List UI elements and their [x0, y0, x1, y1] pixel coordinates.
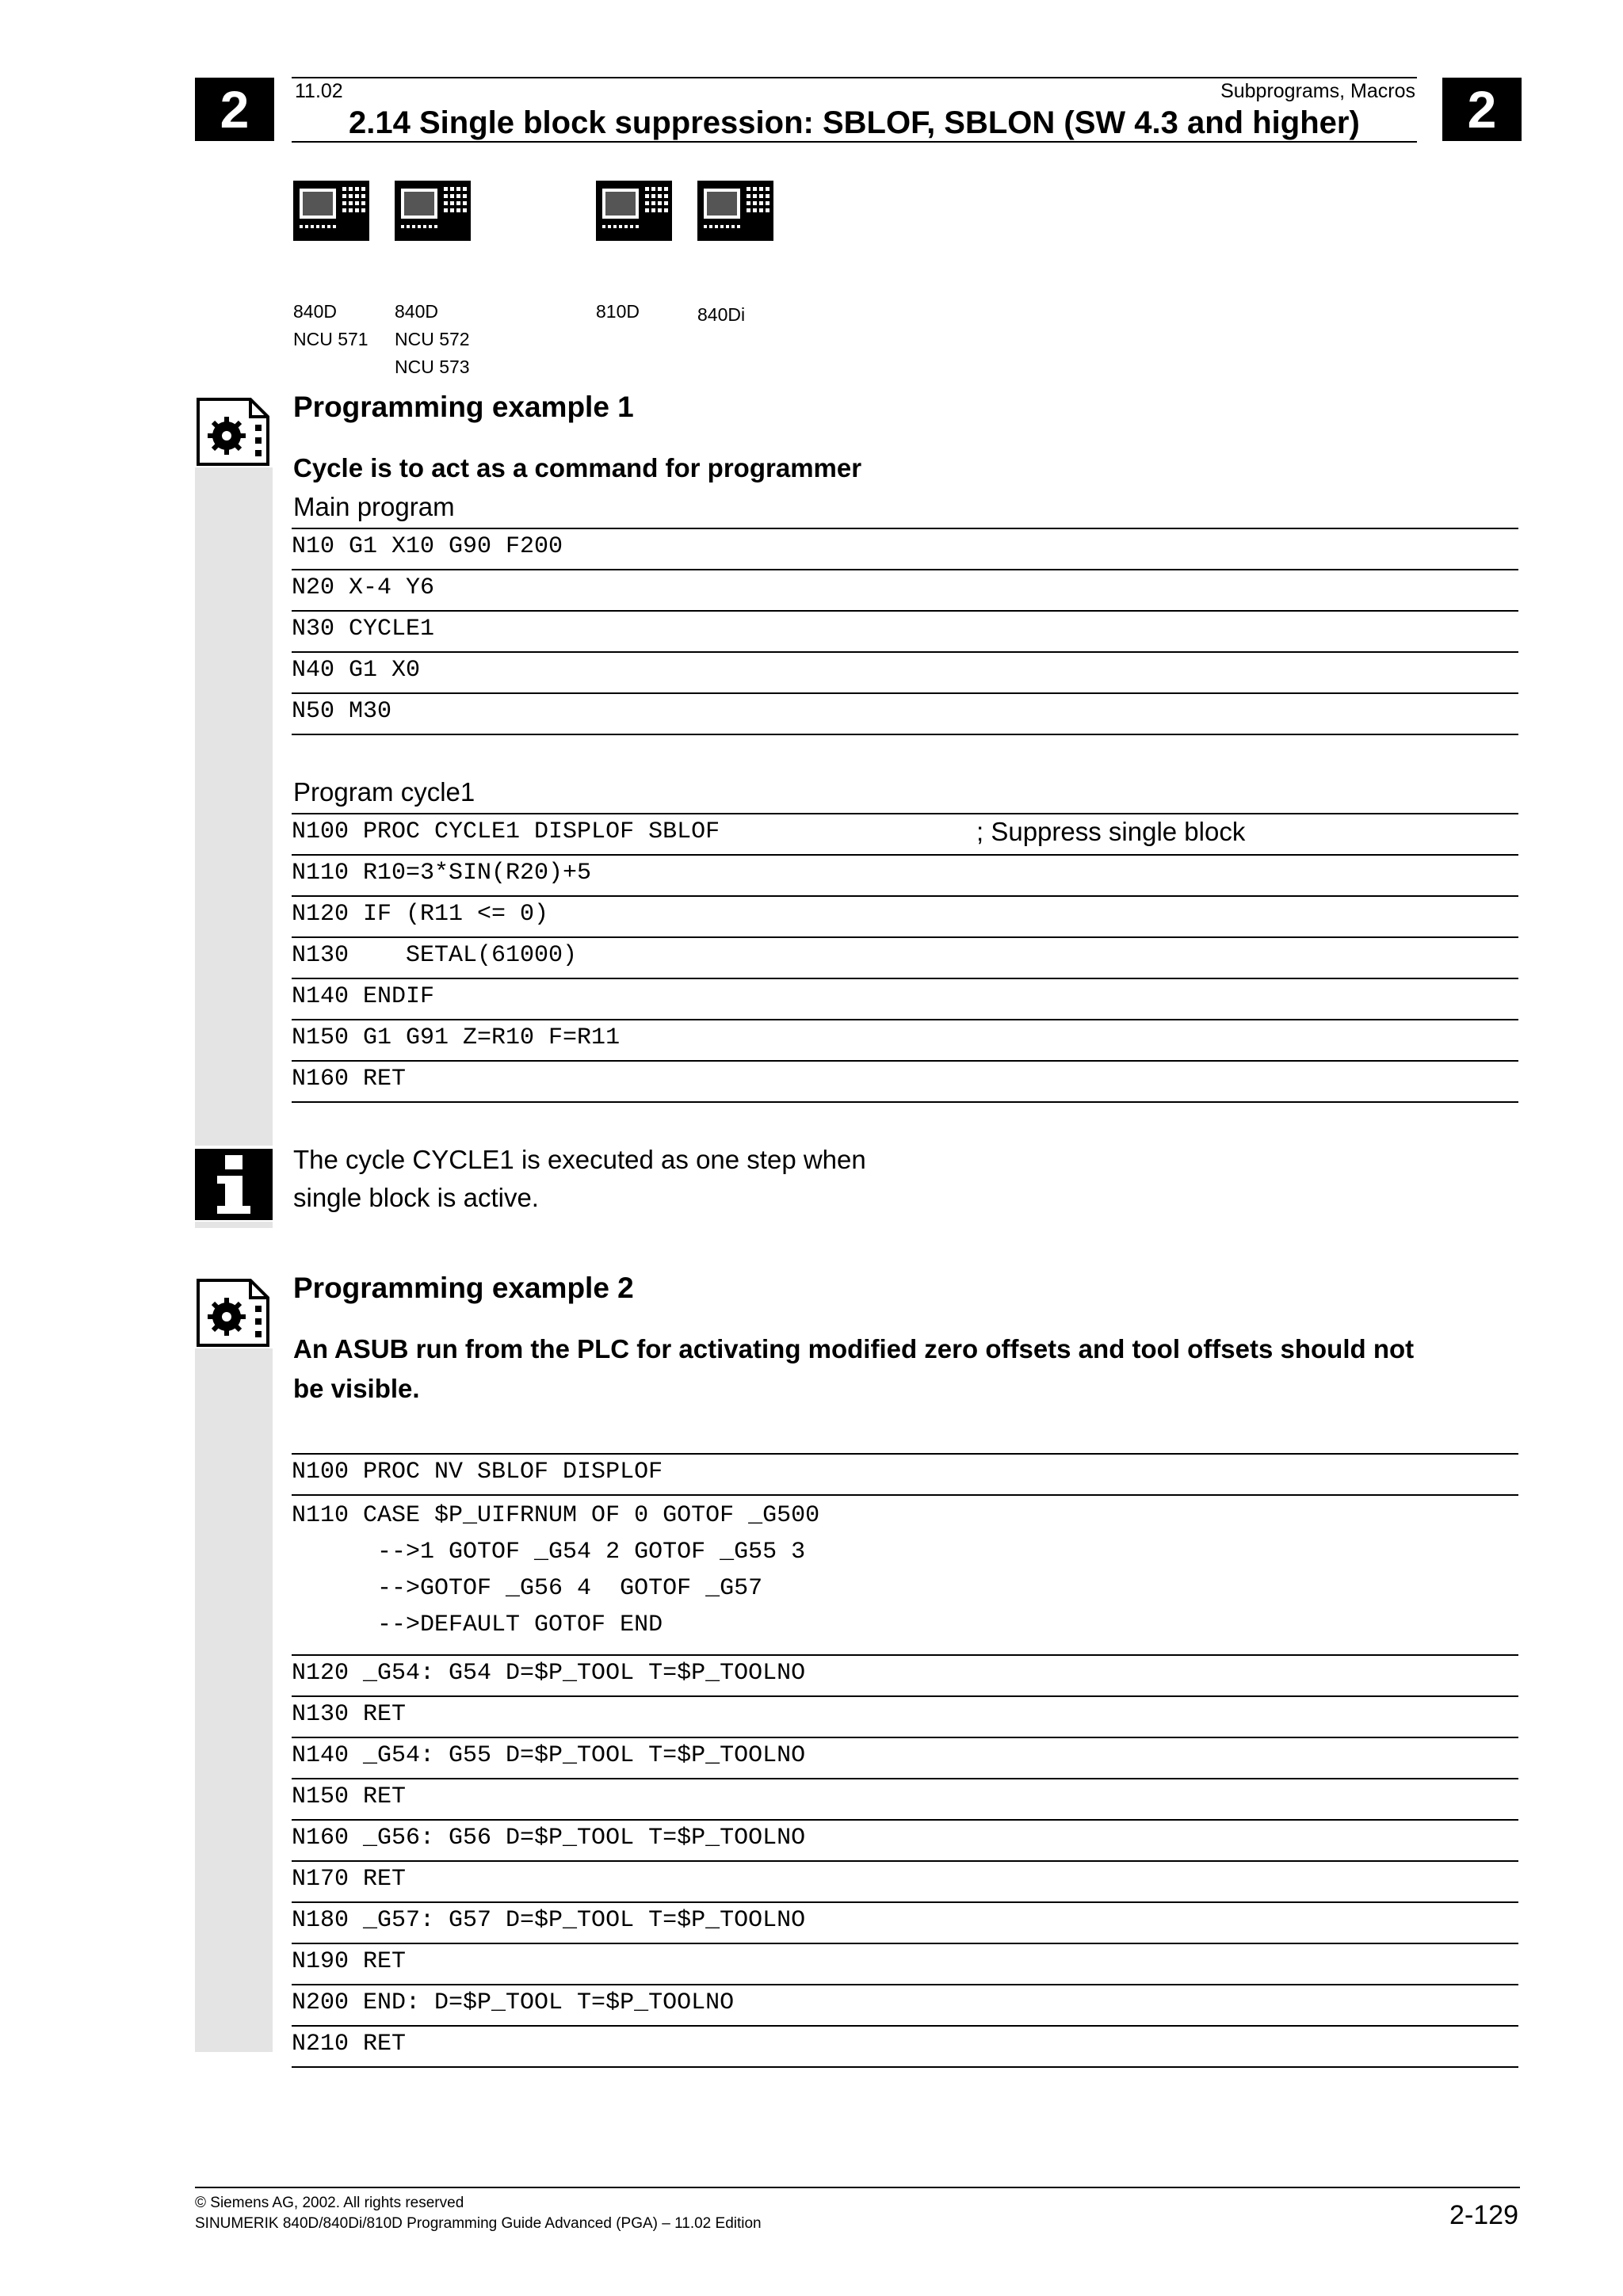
code-line: N40 G1 X0 [292, 653, 1518, 694]
info-icon [195, 1149, 273, 1228]
code-line: N120 _G54: G54 D=$P_TOOL T=$P_TOOLNO [292, 1656, 1518, 1697]
control-panel-icon [697, 181, 773, 241]
chapter-number-left: 2 [195, 78, 274, 141]
code-line: N130 RET [292, 1697, 1518, 1738]
example2-subheading: An ASUB run from the PLC for activating modified zero offsets and tool offsets should not be visible. [293, 1334, 1415, 1403]
code-line: N110 CASE $P_UIFRNUM OF 0 GOTOF _G500 -->1 GOTOF _G54 2 GOTOF _G55 3 -->GOTOF _G56 4 GOTOF _G57 -->DEFAULT GOTOF END [292, 1496, 1518, 1656]
programming-icon [195, 396, 273, 467]
code-line: N30 CYCLE1 [292, 612, 1518, 653]
cycle-program-code [292, 813, 1518, 1103]
example2-heading: Programming example 2 [293, 1272, 634, 1304]
code-comment: ; Suppress single block [976, 817, 1246, 846]
control-panel-icon [596, 181, 672, 241]
header-bottom-rule [292, 141, 1417, 143]
code-line: N160 _G56: G56 D=$P_TOOL T=$P_TOOLNO [292, 1821, 1518, 1862]
code-line: N130 SETAL(61000) [292, 938, 1518, 979]
code-line: N120 IF (R11 <= 0) [292, 897, 1518, 938]
code-line: N150 G1 G91 Z=R10 F=R11 [292, 1020, 1518, 1062]
control-panel-icon [395, 181, 471, 241]
code-line: N150 RET [292, 1779, 1518, 1821]
main-program-code [292, 528, 1518, 735]
code-line: N10 G1 X10 G90 F200 [292, 529, 1518, 570]
code-line: N170 RET [292, 1862, 1518, 1903]
main-program-label: Main program [293, 492, 455, 521]
chapter-number-right: 2 [1442, 78, 1522, 141]
header-top-rule [292, 77, 1417, 78]
code-line: N180 _G57: G57 D=$P_TOOL T=$P_TOOLNO [292, 1903, 1518, 1944]
sidebar-shading [195, 396, 273, 1149]
code-line: N140 _G54: G55 D=$P_TOOL T=$P_TOOLNO [292, 1738, 1518, 1779]
info-text: The cycle CYCLE1 is executed as one step when single block is active. [293, 1145, 866, 1212]
asub-program-code [292, 1453, 1518, 2068]
example1-heading: Programming example 1 [293, 391, 634, 423]
code-line: N200 END: D=$P_TOOL T=$P_TOOLNO [292, 1985, 1518, 2027]
control-label: 840D NCU 572 NCU 573 [395, 301, 470, 377]
control-label: 840Di [697, 304, 746, 325]
code-line: N160 RET [292, 1062, 1518, 1103]
control-label: 840D NCU 571 [293, 301, 369, 349]
sidebar-shading [195, 1277, 273, 2052]
footer-rule [195, 2187, 1520, 2188]
code-line: N190 RET [292, 1944, 1518, 1985]
code-line: N140 ENDIF [292, 979, 1518, 1020]
code-line: N100 PROC NV SBLOF DISPLOF [292, 1455, 1518, 1496]
cycle-program-label: Program cycle1 [293, 777, 475, 807]
code-line: N50 M30 [292, 694, 1518, 735]
chapter-title: Subprograms, Macros [1220, 80, 1415, 102]
example1-subheading: Cycle is to act as a command for programmer [293, 453, 862, 482]
code-line: N20 X-4 Y6 [292, 570, 1518, 612]
control-label: 810D [596, 301, 640, 322]
code-line: N110 R10=3*SIN(R20)+5 [292, 856, 1518, 897]
section-title: 2.14 Single block suppression: SBLOF, SBLON (SW 4.3 and higher) [349, 105, 1360, 140]
code-line: N210 RET [292, 2027, 1518, 2068]
code-line: N100 PROC CYCLE1 DISPLOF SBLOF ; Suppress single block [292, 814, 1518, 856]
copyright-notice: © Siemens AG, 2002. All rights reserved [195, 2195, 464, 2211]
book-title: SINUMERIK 840D/840Di/810D Programming Guide Advanced (PGA) – 11.02 Edition [195, 2215, 762, 2232]
programming-icon [195, 1277, 273, 1348]
page-number: 2-129 [1449, 2200, 1518, 2230]
control-panel-icon [293, 181, 369, 241]
edition-label: 11.02 [295, 80, 343, 102]
